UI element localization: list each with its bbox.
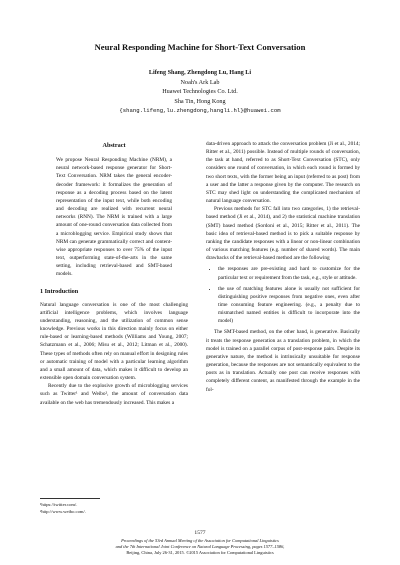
footnotes [40,501,188,515]
section-heading-introduction: 1 Introduction [40,287,79,295]
abstract-text: We propose Neural Responding Machine (NRM), a neural network-based response generator for Short-Text Conversation. NRM takes the general encoder-decoder framework: it formalizes the generation of response as a decoding process based on the latent representation of the input text, while both encoding and decoding are realized with recurrent neural networks (RNN). The NRM is trained with a large amount of one-round conversation data collected from a microblogging service. Empirical study shows that NRM can generate grammatically correct and content-wise appropriate responses to over 75% of the input text, outperforming state-of-the-arts in the same setting, including retrieval-based and SMT-based models. [56,157,172,278]
body-paragraph-3: The SMT-based method, on the other hand, is generative. Basically it treats the response generation as a translation problem, in which the model is trained on a parallel corpus of post-response pairs. Despite its generative nature, the method is intrinsically unsuitable for response generation, because the responses are not semantically equivalent to the posts as in translation. Actually one post can receive responses with completely different content, as manifested through the example in the fol- [206,329,360,393]
affiliation-lab: Noah's Ark Lab [180,78,220,86]
drawback-list [206,265,360,325]
footnote-divider [40,498,100,499]
abstract-heading: Abstract [102,142,126,149]
intro-paragraph-1: Natural language conversation is one of the most challenging artificial intelligence problems, which involves language understanding, reasoning, and the utilization of common sense knowledge. Previous works in this direction mainly focus on either rule-based or learning-based methods (Williams and Young, 2007; Schatzmann et al., 2006; Misu et al., 2012; Litman et al., 2000). These types of methods often rely on manual effort in designing rules or automatic training of model with a particular learning algorithm and a small amount of data, which makes it difficult to develop an extensible open domain conversation system. [40,301,188,382]
paper-title: Neural Responding Machine for Short-Text Conversation [94,42,306,52]
left-column [40,140,188,407]
author-emails: {shang.lifeng,lu.zhengdong,hangli.hl}@huawei.com [119,107,281,115]
author-names: Lifeng Shang, Zhengdong Lu, Hang Li [148,69,252,76]
list-item: • the use of matching features alone is usually not sufficient for distinguishing positive responses from negative ones, even after time consuming feature engineering. (e.g., a penalty due to mismatched named entities is difficult to incorporate into the model) [218,285,360,326]
footnote-weibo: ²http://www.weibo.com/. [40,509,86,514]
intro-paragraph-2: Recently due to the explosive growth of microblogging services such as Twitter¹ and Weibo², the amount of conversation data available on the web has tremendously increased. This makes a [40,383,188,406]
proceedings-line-3: Beijing, China, July 26-31, 2015. ©2015 Association for Computational Linguistics [126,549,274,555]
affiliation-location: Sha Tin, Hong Kong [174,97,226,105]
proceedings-footer [0,538,400,555]
list-item: • the responses are pre-existing and hard to customize for the particular text or requirement from the task, e.g., style or attitude. [218,265,360,281]
proceedings-line-2: and the 7th International Joint Conference on Natural Language Processing, pages 1577–1586, [115,543,285,549]
author-block [0,68,400,116]
footnote-twitter: ¹https://twitter.com/. [40,502,78,507]
body-paragraph-2: Previous methods for STC fall into two categories, 1) the retrieval-based method (Ji et al., 2014), and 2) the statistical machine translation (SMT) based method (Sordoni et al., 2015; Ritter et al., 2011). The basic idea of retrieval-based method is to pick a suitable response by ranking the candidate responses with a linear or non-linear combination of various matching features (e.g. number of shared words). The main drawbacks of the retrieval-based method are the following [206,206,360,262]
affiliation-company: Huawei Technologies Co. Ltd. [162,88,238,96]
page-number: 1577 [194,530,206,536]
proceedings-line-1: Proceedings of the 53rd Annual Meeting of the Association for Computational Linguistics [121,538,279,543]
body-paragraph-1: data-driven approach to attack the conversation problem (Ji et al., 2014; Ritter et al., 2011) possible. Instead of multiple rounds of conversation, the task at hand, referred to as Short-Text Conversation (STC), only considers one round of conversation, in which each round is formed by two short texts, with the former being an input (referred to as post) from a user and the latter a response given by the computer. The research on STC may shed light on understanding the complicated mechanism of natural language conversation. [206,141,360,205]
right-column [206,140,360,394]
